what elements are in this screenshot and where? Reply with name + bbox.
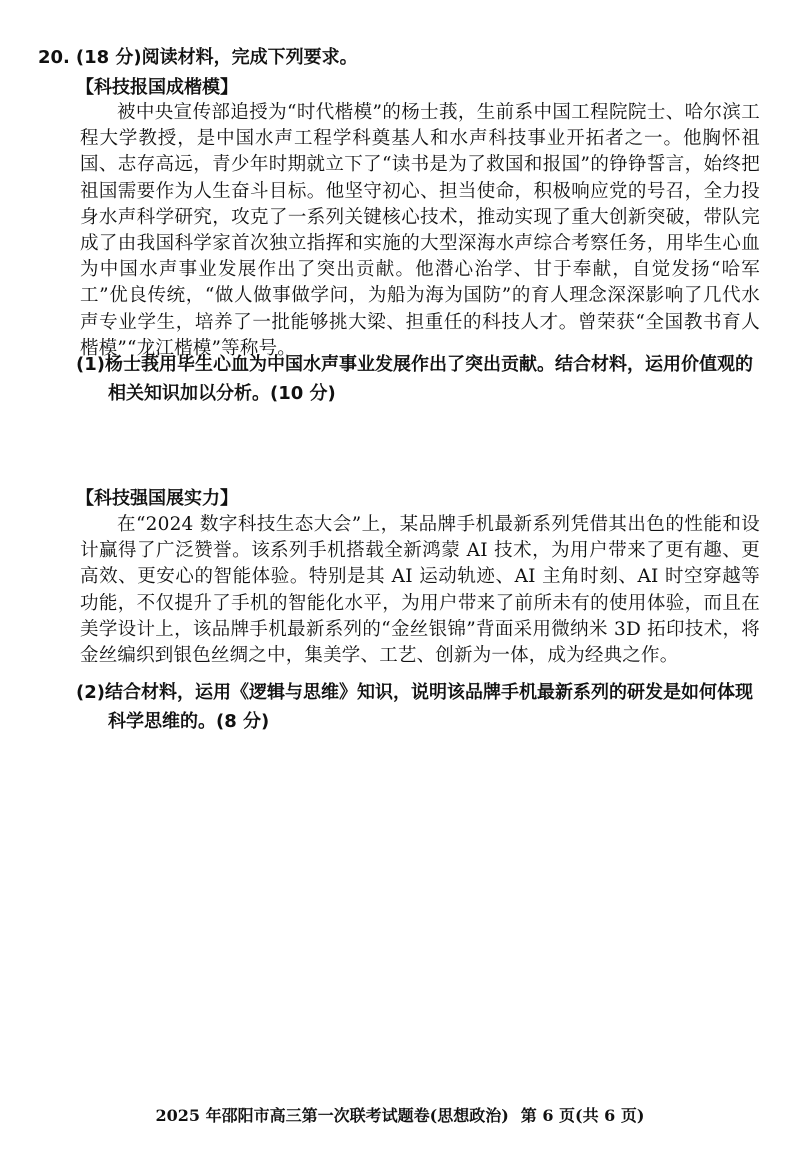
sub-question-1: (1)杨士莪用毕生心血为中国水声事业发展作出了突出贡献。结合材料，运用价值观的相关知识加以分析。(10 分) bbox=[76, 354, 753, 404]
footer-page-info: 第 6 页(共 6 页) bbox=[520, 1106, 645, 1125]
section1-title: 【科技报国成楷模】 bbox=[76, 77, 238, 98]
section2-title: 【科技强国展实力】 bbox=[76, 488, 238, 509]
page-footer bbox=[0, 1103, 800, 1126]
question-number: 20. bbox=[38, 47, 70, 68]
section1-paragraph bbox=[80, 100, 760, 362]
section2-paragraph-text: 在“2024 数字科技生态大会”上，某品牌手机最新系列凭借其出色的性能和设计赢得了广泛赞誉。该系列手机搭载全新鸿蒙 AI 技术，为用户带来了更有趣、更高效、更安心的智能体验。特别是其 AI 运动轨迹、AI 主角时刻、AI 时空穿越等功能，不仅提升了手机的智能化水平，为用户带来了前所未有的使用体验，而且在美学设计上，该品牌手机最新系列的“金丝银锦”背面采用微纳米 3D 拓印技术，将金丝编织到银色丝绸之中，集美学、工艺、创新为一体，成为经典之作。 bbox=[80, 514, 760, 667]
section1-paragraph-text: 被中央宣传部追授为“时代楷模”的杨士莪，生前系中国工程院院士、哈尔滨工程大学教授，是中国水声工程学科奠基人和水声科技事业开拓者之一。他胸怀祖国、志存高远，青少年时期就立下了“读书是为了救国和报国”的铮铮誓言，始终把祖国需要作为人生奋斗目标。他坚守初心、担当使命，积极响应党的号召，全力投身水声科学研究，攻克了一系列关键核心技术，推动实现了重大创新突破，带队完成了由我国科学家首次独立指挥和实施的大型深海水声综合考察任务，用毕生心血为中国水声事业发展作出了突出贡献。他潜心治学、甘于奉献，自觉发扬“哈军工”优良传统，“做人做事做学问，为船为海为国防”的育人理念深深影响了几代水声专业学生，培养了一批能够挑大梁、担重任的科技人才。曾荣获“全国教书育人楷模”“龙江楷模”等称号。 bbox=[80, 102, 760, 359]
question-header bbox=[38, 44, 768, 72]
section2-paragraph bbox=[80, 512, 760, 669]
sub-question-2: (2)结合材料，运用《逻辑与思维》知识，说明该品牌手机最新系列的研发是如何体现科学思维的。(8 分) bbox=[76, 682, 753, 732]
footer-exam-title: 2025 年邵阳市高三第一次联考试题卷(思想政治) bbox=[155, 1106, 509, 1125]
question-heading: (18 分)阅读材料，完成下列要求。 bbox=[75, 47, 358, 68]
